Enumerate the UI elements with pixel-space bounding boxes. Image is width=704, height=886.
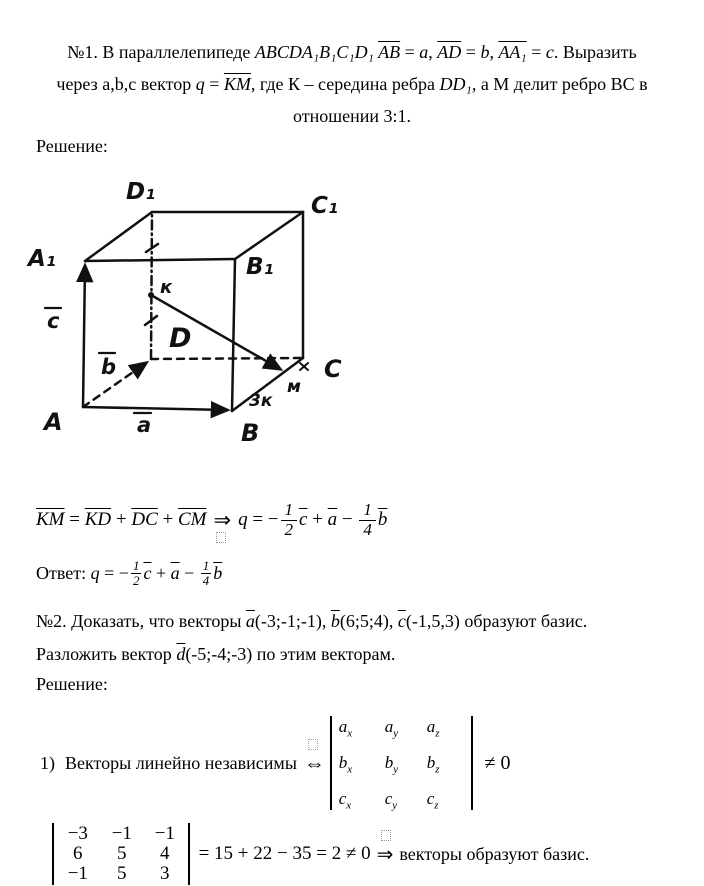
det-cell: 3 <box>160 863 170 884</box>
edge-b1-c1 <box>235 212 303 259</box>
vector-b: $\overline{b}$ <box>213 562 223 583</box>
denominator: 2 <box>132 572 140 588</box>
answer-label: Ответ: <box>36 562 91 583</box>
implies-arrow-glyph: ⇒ <box>376 843 394 866</box>
det-cell: 5 <box>117 843 127 864</box>
matrix-cell: $a_y$ <box>384 717 399 740</box>
matrix-cell: $c_x$ <box>338 789 352 812</box>
det-cell: −1 <box>111 823 132 844</box>
det-cell: −1 <box>154 823 175 844</box>
vector-dc: $\overline{DC}$ <box>131 509 158 530</box>
text-run: №1. В параллелепипеде <box>67 42 255 62</box>
determinant-bar-right <box>188 823 190 885</box>
math-q: q <box>238 509 248 530</box>
minus: − <box>179 562 199 583</box>
text-run: , <box>489 42 499 62</box>
fraction-one-half <box>281 501 298 539</box>
symbolic-determinant <box>330 709 473 817</box>
solution-label-text: Решение: <box>36 136 108 156</box>
denominator: 4 <box>363 519 372 539</box>
numerator: 1 <box>202 557 210 573</box>
label-vector-a: a <box>137 413 152 437</box>
edge-a-a1-vector-c <box>83 266 85 407</box>
coords-a: (-3;-1;-1), <box>254 611 331 631</box>
plus: + <box>307 509 328 530</box>
fraction-one-quarter <box>359 501 376 539</box>
vector-aa1: AA₁ <box>498 42 527 62</box>
iff-arrow <box>304 751 325 776</box>
problem-1-statement <box>34 36 670 132</box>
equals: = <box>64 509 85 530</box>
step-1-condition <box>40 712 511 814</box>
answer-line <box>36 552 222 594</box>
edge-d-d1 <box>151 212 152 359</box>
equals-minus: = − <box>99 562 129 583</box>
numerator: 1 <box>281 501 298 521</box>
vector-cm: $\overline{CM}$ <box>177 509 207 530</box>
item-number: 1) <box>40 752 55 773</box>
text-run: . Выразить <box>553 42 637 62</box>
text-run: , а М делит ребро ВС в <box>471 74 648 94</box>
label-k: к <box>160 277 173 298</box>
edge-b-b1 <box>232 259 235 411</box>
math-q: q <box>90 562 100 583</box>
text-run: Разложить вектор <box>36 644 177 664</box>
point-k <box>148 292 154 298</box>
edge-a1-b1 <box>85 259 235 261</box>
fraction-one-quarter <box>201 559 212 587</box>
label-3k: 3к <box>249 391 273 411</box>
matrix-cell: $a_x$ <box>338 717 353 740</box>
placeholder-box-icon <box>381 830 391 841</box>
vector-a: $\overline{a}$ <box>170 562 180 583</box>
coords-c: (-1,5,3) образуют базис. <box>405 611 588 631</box>
matrix-grid <box>332 709 471 817</box>
vector-kd: $\overline{KD}$ <box>84 509 112 530</box>
not-equal-zero: ≠ 0 <box>484 751 511 774</box>
placeholder-box-icon <box>216 532 226 543</box>
implies-arrow-glyph: ⇒ <box>213 507 232 532</box>
matrix-cell: $c_z$ <box>426 789 439 812</box>
math-run: ABCDA₁B₁C₁D₁ <box>254 42 379 62</box>
matrix-cell: $a_z$ <box>426 717 440 740</box>
equals-minus: = − <box>247 509 279 530</box>
edge-a-b-vector-a <box>83 407 227 410</box>
label-a1: A₁ <box>28 246 56 272</box>
plus: + <box>111 509 132 530</box>
problem-1-line-1 <box>34 36 670 68</box>
placeholder-box-icon <box>308 739 318 750</box>
det-cell: 4 <box>160 843 170 864</box>
label-b: B <box>241 419 260 447</box>
problem-2-statement <box>36 605 676 671</box>
parallelepiped-diagram <box>0 155 370 455</box>
km-formula <box>36 494 387 546</box>
edge-d-c <box>151 358 303 359</box>
vector-ad: $\overline{AD}$ <box>437 42 462 62</box>
det-cell: 5 <box>117 863 127 884</box>
solution-label-1 <box>36 136 108 157</box>
implies-arrow <box>213 508 231 533</box>
text-run: = <box>204 74 224 94</box>
vector-b: $\overline{b}$ <box>377 509 388 530</box>
vector-c: $\overline{c}$ <box>397 611 406 631</box>
text-run: , <box>428 42 438 62</box>
label-b1: B₁ <box>246 254 274 280</box>
vector-km: $\overline{KM}$ <box>36 509 65 530</box>
label-m: м <box>287 377 301 397</box>
fraction-one-half <box>131 559 142 587</box>
vector-a: $\overline{a}$ <box>245 611 255 631</box>
label-c1: C₁ <box>311 193 338 219</box>
matrix-cell: $b_z$ <box>426 753 440 776</box>
vector-km: $\overline{KM}$ <box>223 74 251 94</box>
plus: + <box>157 509 178 530</box>
vector-d: $\overline{d}$ <box>176 644 186 664</box>
conclusion-text: векторы образуют базис. <box>399 843 590 864</box>
denominator: 2 <box>284 519 294 539</box>
vector-ab: $\overline{AB}$ <box>378 42 401 62</box>
problem-1-line-2 <box>34 68 670 100</box>
calculation-result: = 15 + 22 − 35 = 2 ≠ 0 <box>198 843 371 864</box>
vector-b: $\overline{b}$ <box>330 611 340 631</box>
math-run: a <box>419 42 429 62</box>
label-d1: D₁ <box>126 179 156 205</box>
solution-label-text: Решение: <box>36 674 108 694</box>
solution-label-2 <box>36 674 108 695</box>
text-run: = <box>400 42 420 62</box>
edge-a1-d1 <box>85 212 152 261</box>
matrix-cell: $c_y$ <box>384 789 398 812</box>
text-run: = <box>526 42 546 62</box>
coords-b: (6;5;4), <box>339 611 398 631</box>
iff-arrow-glyph: ⇔ <box>303 750 325 775</box>
denominator: 4 <box>202 572 210 588</box>
determinant-calculation <box>52 822 589 886</box>
numeric-determinant <box>52 823 190 885</box>
text-run: №2. Доказать, что векторы <box>36 611 246 631</box>
vector-c: $\overline{c}$ <box>299 509 308 530</box>
determinant-grid <box>54 824 188 884</box>
determinant-bar-right <box>471 716 473 810</box>
text-run: отношении 3:1. <box>292 106 411 126</box>
label-a: A <box>44 408 63 436</box>
plus: + <box>151 562 171 583</box>
problem-1-line-3 <box>34 100 670 132</box>
coords-d: (-5;-4;-3) по этим векторам. <box>185 644 396 664</box>
text-run: = <box>461 42 481 62</box>
text-run: , где К – середина ребра <box>250 74 440 94</box>
vector-a: $\overline{a}$ <box>327 509 338 530</box>
vector-c: $\overline{c}$ <box>143 562 152 583</box>
math-run: c <box>545 42 554 62</box>
matrix-cell: $b_y$ <box>384 753 399 776</box>
math-run: b <box>480 42 490 62</box>
det-cell: −3 <box>67 823 88 844</box>
numerator: 1 <box>132 557 140 573</box>
numerator: 1 <box>359 501 376 521</box>
implies-arrow <box>377 842 394 867</box>
matrix-cell: $b_x$ <box>338 753 353 776</box>
det-cell: −1 <box>67 863 88 884</box>
label-vector-b: b <box>101 355 117 379</box>
minus: − <box>337 509 358 530</box>
problem-2-line-1 <box>36 605 676 638</box>
label-vector-c: c <box>47 309 60 333</box>
problem-2-line-2 <box>36 638 676 671</box>
label-c: C <box>324 355 342 383</box>
math-run: DD₁ <box>439 74 472 94</box>
math-run: q <box>195 74 205 94</box>
condition-text: Векторы линейно независимы <box>65 752 297 773</box>
text-run: через a,b,c вектор <box>56 74 196 94</box>
det-cell: 6 <box>73 843 83 864</box>
label-d: D <box>169 323 192 354</box>
